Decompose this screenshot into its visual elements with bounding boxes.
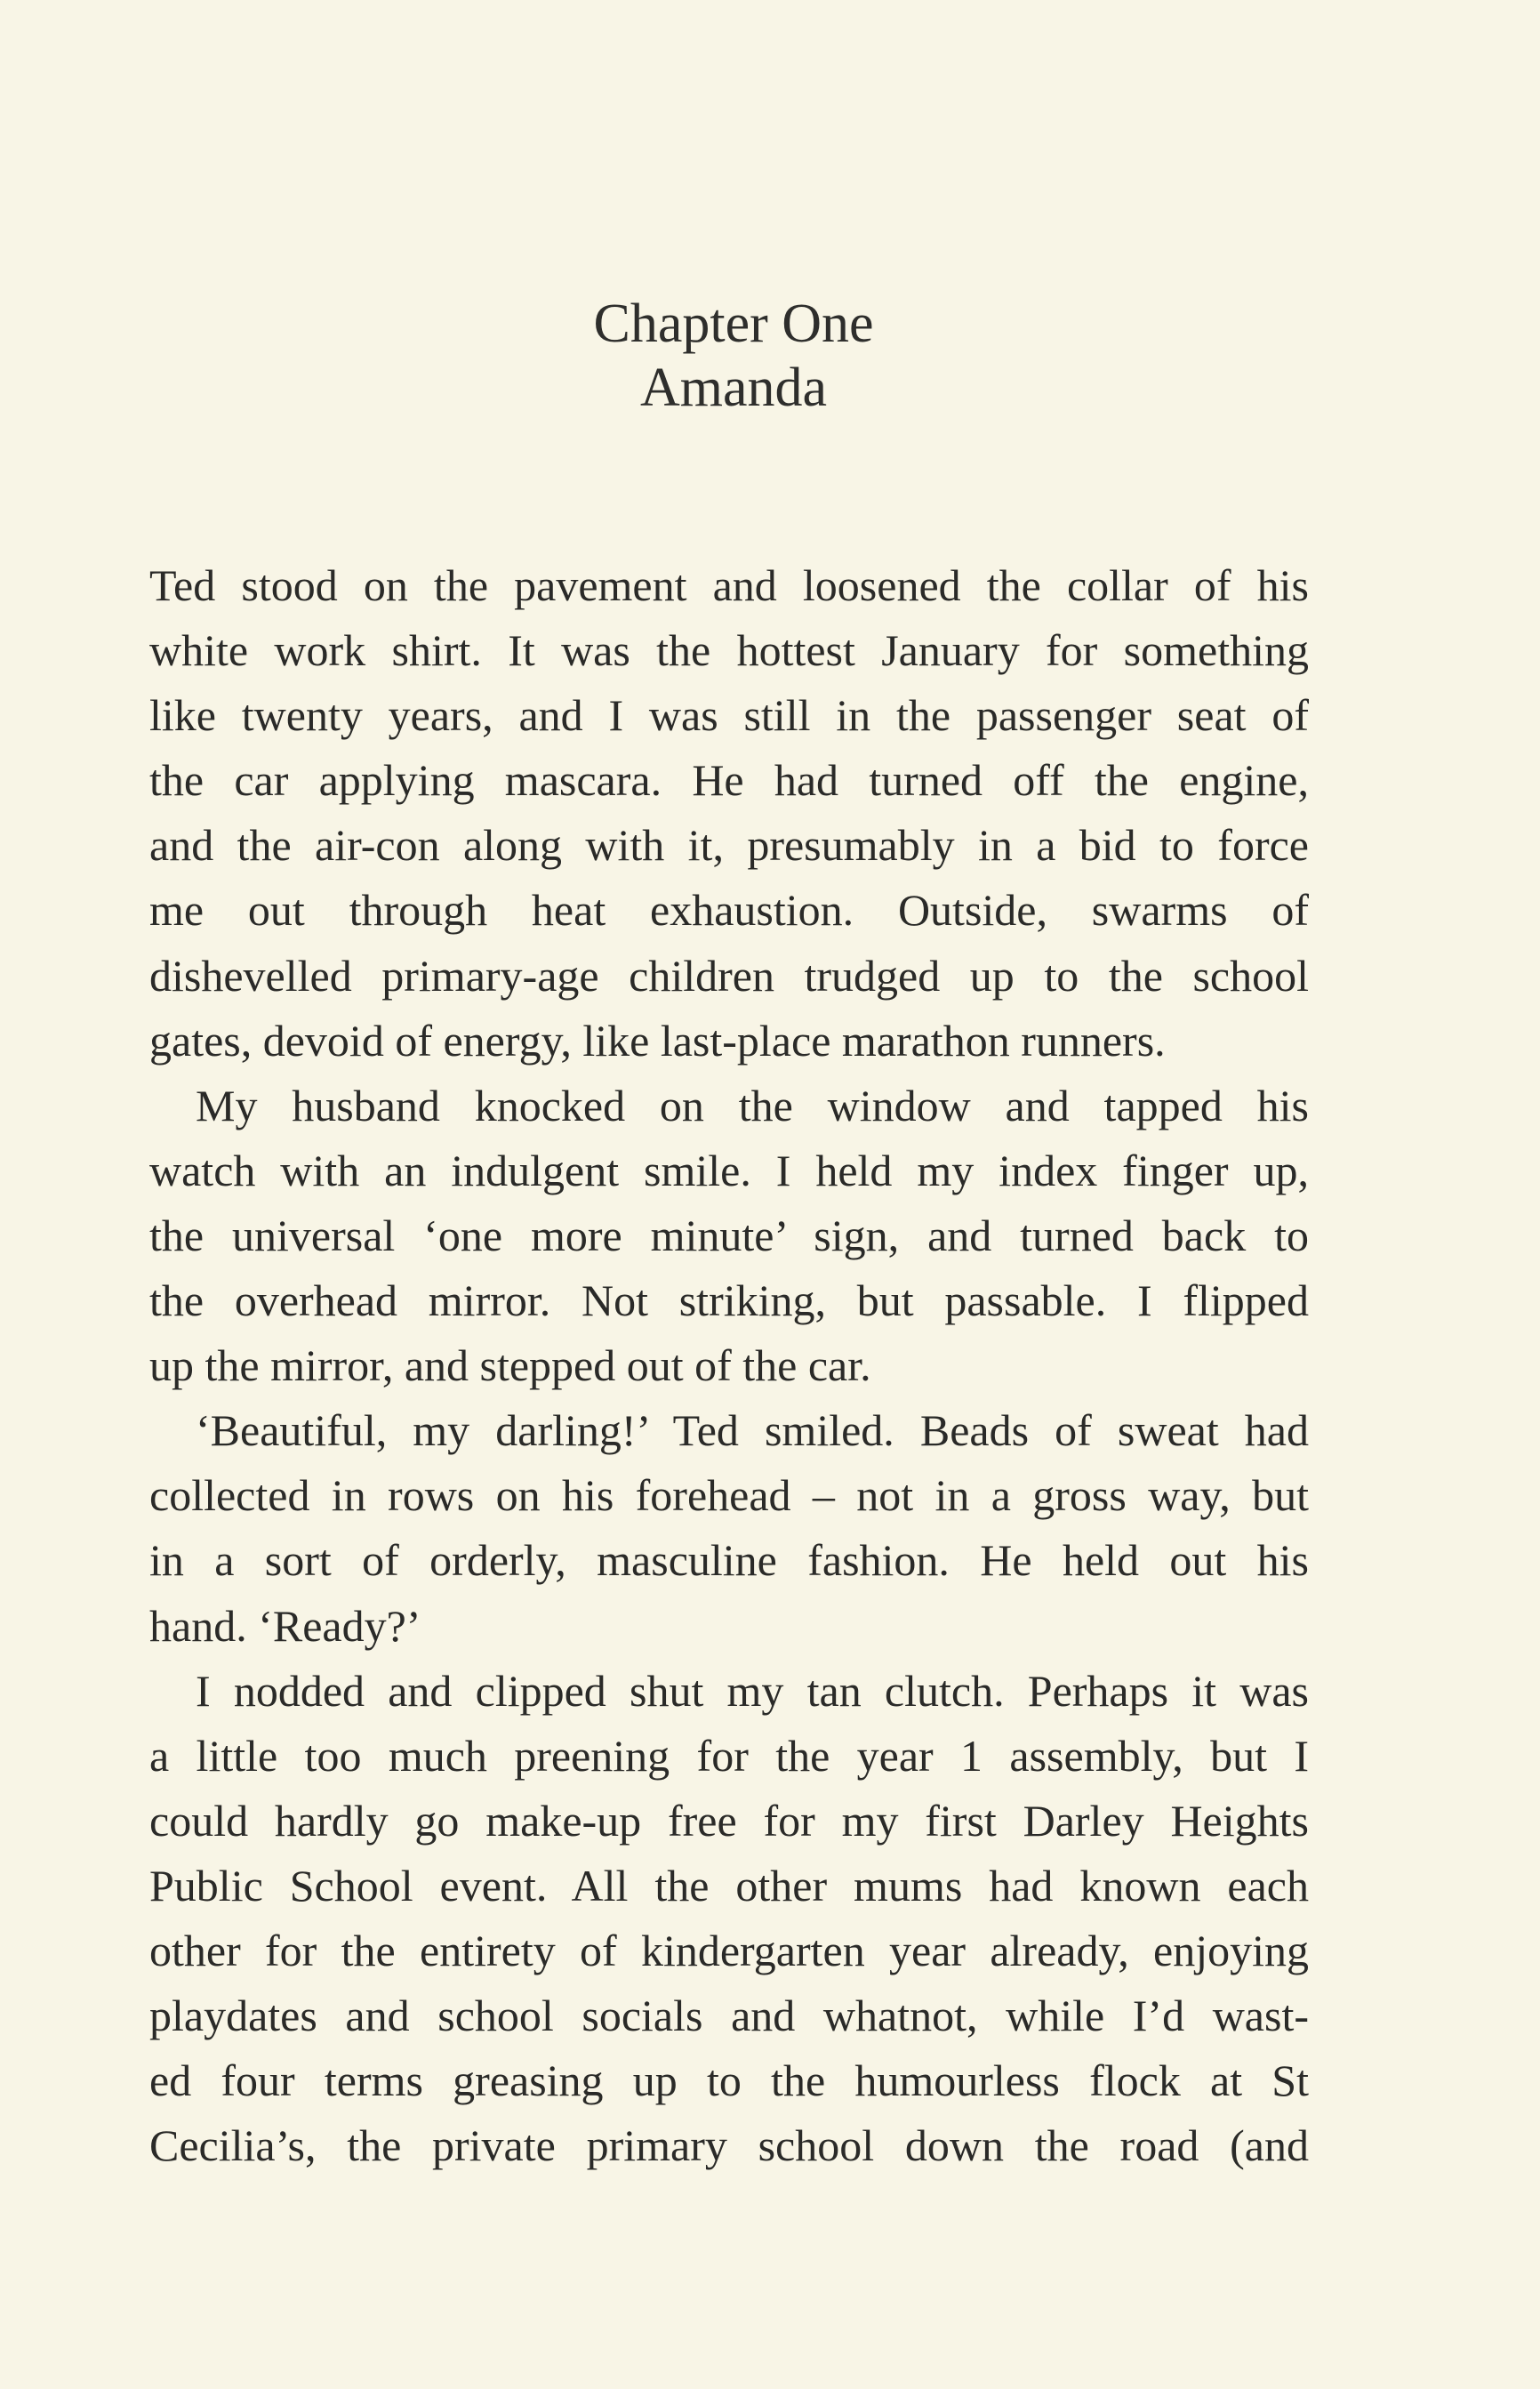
chapter-number: Chapter One — [593, 294, 874, 354]
text-line: a little too much preening for the year 1 assembly, but I — [149, 1730, 1309, 1781]
chapter-heading — [0, 292, 1467, 420]
text-line: the universal ‘one more minute’ sign, and turned back to — [149, 1210, 1309, 1260]
text-line: Public School event. All the other mums had known each — [149, 1860, 1309, 1910]
text-line: My husband knocked on the window and tapped his — [196, 1080, 1309, 1130]
text-line: other for the entirety of kindergarten year already, enjoying — [149, 1925, 1309, 1975]
text-line: ‘Beautiful, my darling!’ Ted smiled. Beads of sweat had — [196, 1405, 1309, 1456]
text-line: could hardly go make-up free for my first Darley Heights — [149, 1795, 1309, 1846]
text-line: I nodded and clipped shut my tan clutch. Perhaps it was — [196, 1665, 1309, 1716]
text-line: dishevelled primary-age children trudged up to the school — [149, 950, 1309, 1001]
text-line: up the mirror, and stepped out of the car. — [149, 1340, 871, 1391]
text-line: in a sort of orderly, masculine fashion. He held out his — [149, 1535, 1309, 1586]
text-line: white work shirt. It was the hottest January for something — [149, 625, 1309, 676]
text-line: and the air-con along with it, presumably in a bid to force — [149, 820, 1309, 871]
text-line: watch with an indulgent smile. I held my index finger up, — [149, 1145, 1309, 1195]
text-line: playdates and school socials and whatnot, while I’d wast- — [149, 1991, 1309, 2041]
chapter-title: Amanda — [639, 358, 828, 418]
text-line: collected in rows on his forehead – not in a gross way, but — [149, 1470, 1309, 1521]
text-line: the car applying mascara. He had turned off the engine, — [149, 755, 1309, 806]
text-line: ed four terms greasing up to the humourless flock at St — [149, 2055, 1309, 2106]
chapter-body-text — [149, 553, 1309, 2178]
text-line: Ted stood on the pavement and loosened the collar of his — [149, 560, 1309, 610]
text-line: me out through heat exhaustion. Outside, swarms of — [149, 885, 1309, 936]
text-line: hand. ‘Ready?’ — [149, 1600, 421, 1651]
text-line: the overhead mirror. Not striking, but passable. I flipped — [149, 1275, 1309, 1326]
text-line: Cecilia’s, the private primary school down the road (and — [149, 2120, 1309, 2171]
text-line: like twenty years, and I was still in the passenger seat of — [149, 690, 1309, 741]
text-line: gates, devoid of energy, like last-place marathon runners. — [149, 1015, 1166, 1066]
